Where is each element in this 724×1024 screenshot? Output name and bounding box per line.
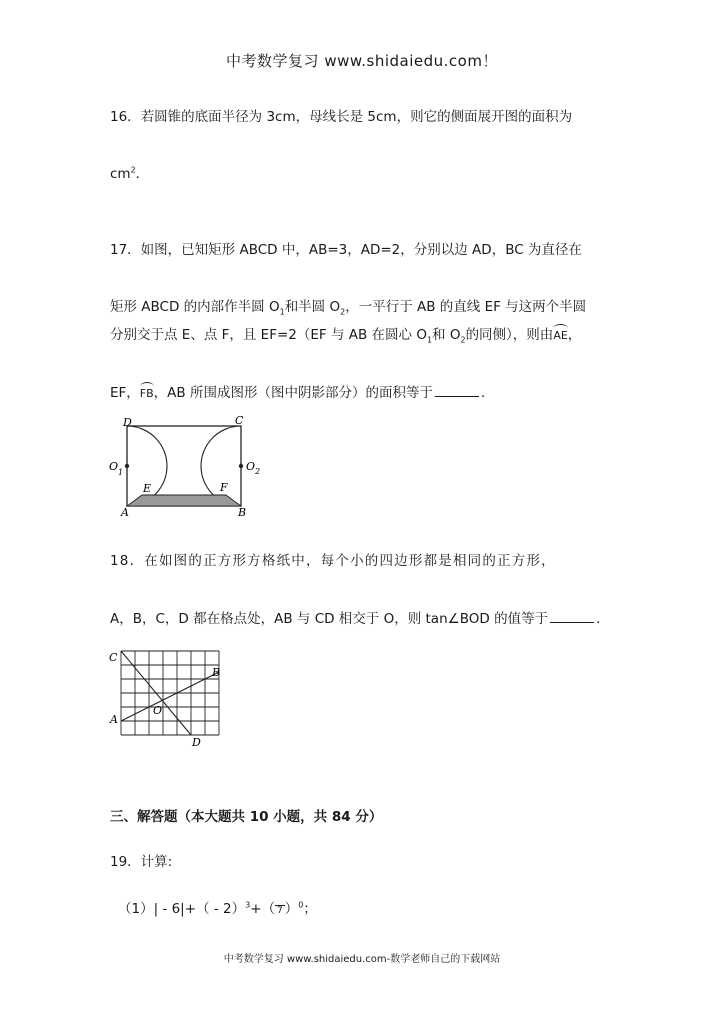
question-16-line1: 16．若圆锥的底面半径为 3cm，母线长是 5cm，则它的侧面展开图的面积为 bbox=[110, 109, 573, 125]
text-segment: ． bbox=[480, 385, 495, 401]
arc-ae: AE bbox=[553, 329, 568, 342]
label-c: C bbox=[109, 651, 118, 664]
unit-superscript: 2 bbox=[130, 165, 136, 175]
answer-blank bbox=[550, 622, 594, 623]
question-19-part1 bbox=[118, 897, 317, 917]
text-segment: +（ bbox=[250, 901, 275, 917]
subscript: 1 bbox=[426, 335, 433, 345]
text-segment: 的同侧），则由 bbox=[465, 327, 554, 343]
exponent: 0 bbox=[298, 900, 304, 910]
subscript: 1 bbox=[279, 307, 285, 317]
text-segment: ． bbox=[596, 611, 610, 627]
answer-blank bbox=[435, 396, 479, 397]
unit-text: cm bbox=[110, 166, 131, 182]
label-d: D bbox=[123, 416, 132, 429]
question-17-line1: 17．如图，已知矩形 ABCD 中，AB=3，AD=2，分别以边 AD，BC 为直径在 bbox=[110, 242, 582, 258]
label-b: B bbox=[238, 506, 247, 519]
label-b: B bbox=[212, 666, 221, 679]
question-18-line2 bbox=[110, 607, 610, 627]
text-segment: （1）| - 6|+（ - 2） bbox=[118, 901, 246, 917]
question-17-line2 bbox=[110, 295, 586, 317]
label-c: C bbox=[235, 414, 244, 427]
grid-lines bbox=[121, 651, 219, 735]
text-segment: 和半圆 O bbox=[284, 299, 341, 315]
label-o: O bbox=[153, 704, 163, 717]
label-a: A bbox=[110, 713, 118, 726]
arc-fb: FB bbox=[139, 387, 154, 400]
page-footer: 中考数学复习 www.shidaiedu.com-数学老师自己的下载网站 bbox=[223, 954, 501, 965]
question-19-title: 19．计算: bbox=[110, 854, 173, 870]
label-e: E bbox=[143, 482, 152, 495]
page-header: 中考数学复习 www.shidaiedu.com！ bbox=[226, 52, 498, 70]
subscript: 2 bbox=[340, 307, 346, 317]
exponent: 3 bbox=[245, 900, 251, 910]
subscript: 2 bbox=[460, 335, 466, 345]
rectangle-semicircle-figure bbox=[105, 412, 275, 522]
text-segment: ； bbox=[303, 901, 317, 917]
point-o1 bbox=[125, 464, 129, 468]
point-o2 bbox=[239, 464, 243, 468]
section-3-title: 三、解答题（本大题共 10 小题，共 84 分） bbox=[110, 809, 383, 825]
text-segment: A，B，C，D 都在格点处，AB 与 CD 相交于 O，则 tan∠BOD 的值等于 bbox=[110, 611, 549, 627]
text-segment: ，AB 所围成图形（图中阴影部分）的面积等于 bbox=[153, 385, 433, 401]
label-o2: O bbox=[246, 460, 256, 473]
text-segment: 和 O bbox=[432, 327, 461, 343]
label-o1-sub: 1 bbox=[118, 468, 124, 477]
text-segment: ， bbox=[567, 327, 582, 343]
text-segment: 分别交于点 E、点 F，且 EF=2（EF 与 AB 在圆心 O bbox=[110, 327, 427, 343]
text-segment: ，一平行于 AB 的直线 EF 与这两个半圆 bbox=[345, 299, 587, 315]
question-17-line3 bbox=[110, 323, 581, 345]
label-o2-sub: 2 bbox=[255, 467, 261, 476]
semicircle-o2 bbox=[201, 426, 241, 506]
question-18-line1: 18．在如图的正方形方格纸中，每个小的四边形都是相同的正方形， bbox=[110, 553, 556, 569]
text-segment: EF， bbox=[110, 385, 140, 401]
label-d: D bbox=[192, 736, 201, 749]
label-f: F bbox=[220, 481, 228, 494]
label-a: A bbox=[121, 506, 129, 519]
label-o1: O bbox=[109, 460, 119, 473]
text-segment: ） bbox=[284, 901, 299, 917]
grid-figure bbox=[105, 643, 235, 753]
question-17-line4 bbox=[110, 381, 494, 401]
text-segment: 矩形 ABCD 的内部作半圆 O bbox=[110, 299, 280, 315]
shaded-region bbox=[127, 495, 241, 506]
question-16-line2 bbox=[110, 162, 149, 182]
period: ． bbox=[135, 166, 150, 182]
sqrt-7: 7 bbox=[277, 906, 283, 916]
